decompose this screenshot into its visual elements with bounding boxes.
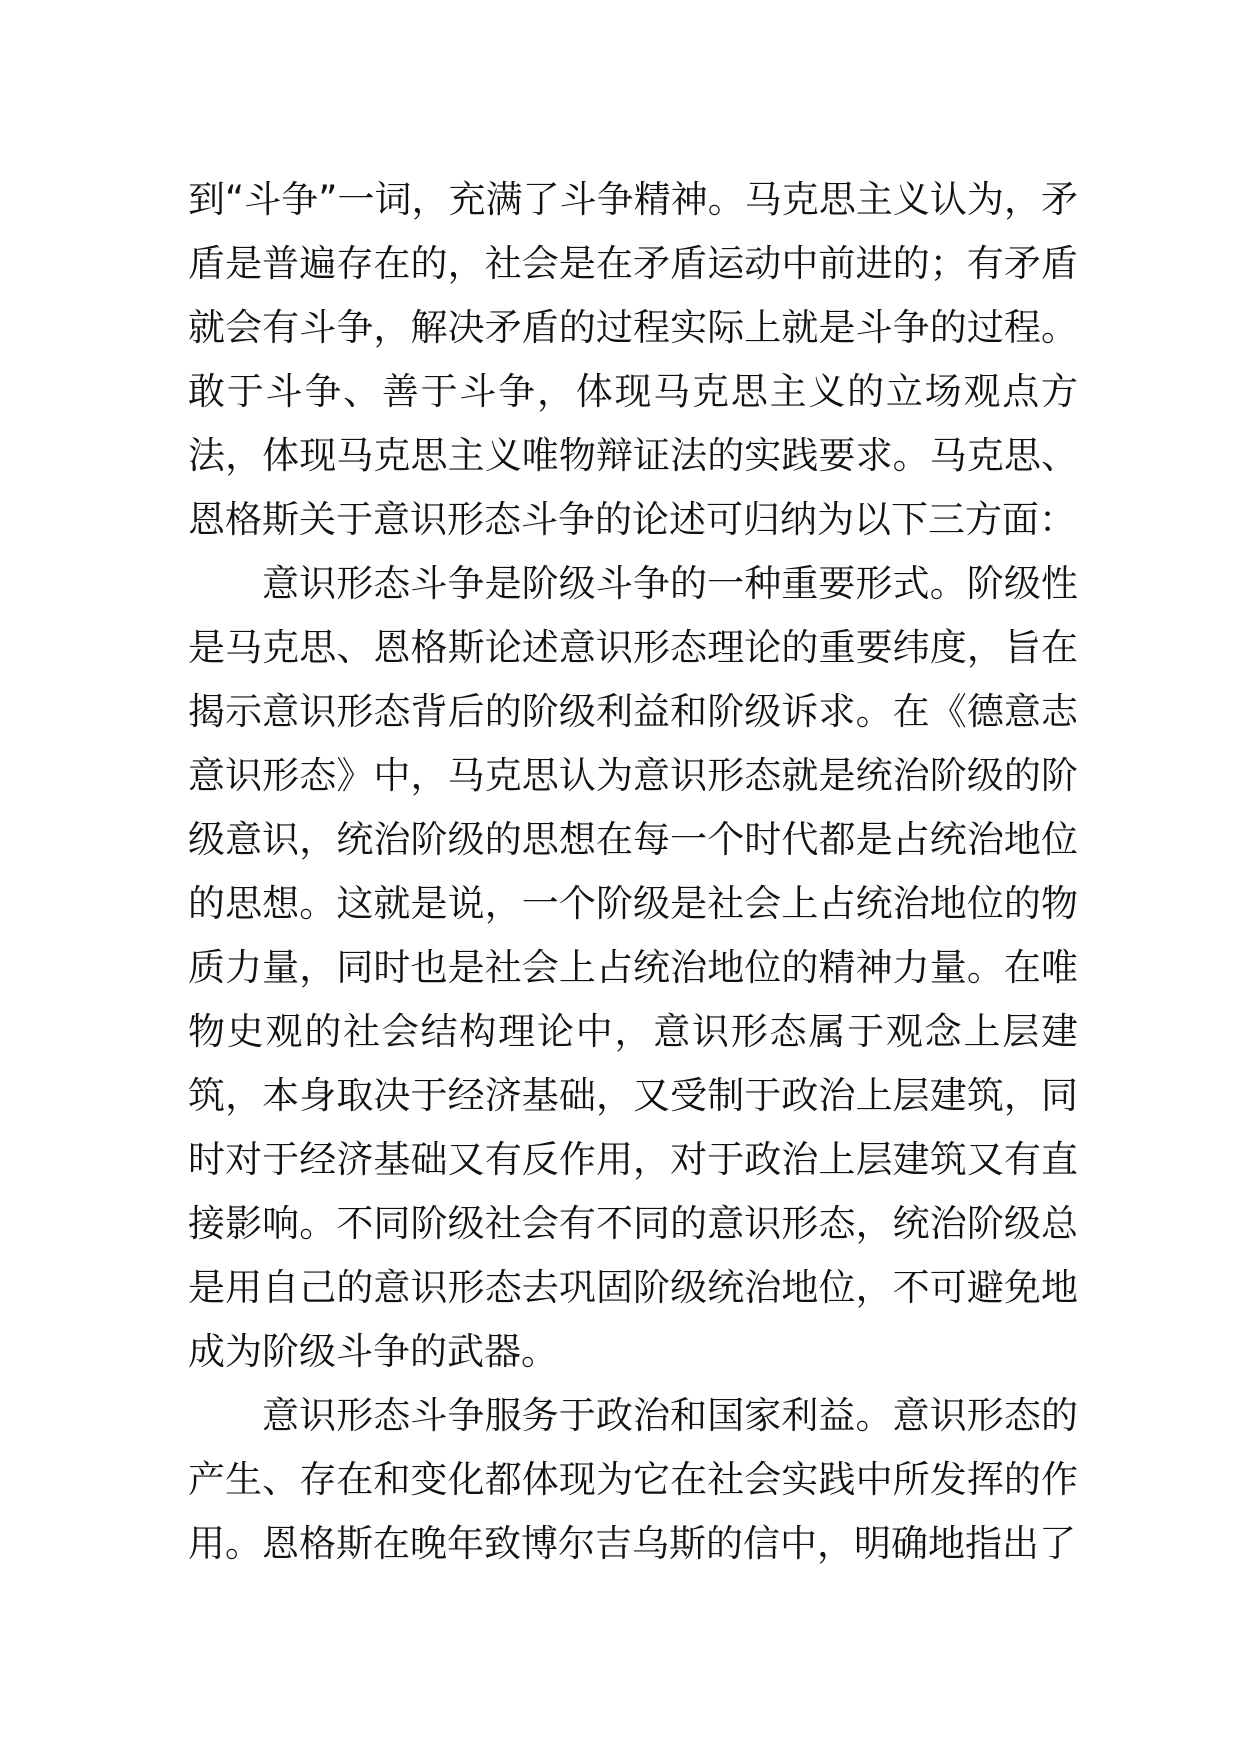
paragraph-continuation: 到“斗争”一词，充满了斗争精神。马克思主义认为，矛盾是普遍存在的，社会是在矛盾运动中前进的；有矛盾就会有斗争，解决矛盾的过程实际上就是斗争的过程。敢于斗争、善于斗争，体现马克思主义的立场观点方法，体现马克思主义唯物辩证法的实践要求。马克思、恩格斯关于意识形态斗争的论述可归纳为以下三方面： xyxy=(188,178,1078,541)
paragraph-class-struggle: 意识形态斗争是阶级斗争的一种重要形式。阶级性是马克思、恩格斯论述意识形态理论的重要纬度，旨在揭示意识形态背后的阶级利益和阶级诉求。在《德意志意识形态》中，马克思认为意识形态就是统治阶级的阶级意识，统治阶级的思想在每一个时代都是占统治地位的思想。这就是说，一个阶级是社会上占统治地位的物质力量，同时也是社会上占统治地位的精神力量。在唯物史观的社会结构理论中，意识形态属于观念上层建筑，本身取决于经济基础，又受制于政治上层建筑，同时对于经济基础又有反作用，对于政治上层建筑又有直接影响。不同阶级社会有不同的意识形态，统治阶级总是用自己的意识形态去巩固阶级统治地位，不可避免地成为阶级斗争的武器。 xyxy=(188,562,1078,1373)
body-text xyxy=(188,168,1078,1576)
paragraph-political-interest: 意识形态斗争服务于政治和国家利益。意识形态的产生、存在和变化都体现为它在社会实践中所发挥的作用。恩格斯在晚年致博尔吉乌斯的信中，明确地指出了 xyxy=(188,1394,1078,1565)
